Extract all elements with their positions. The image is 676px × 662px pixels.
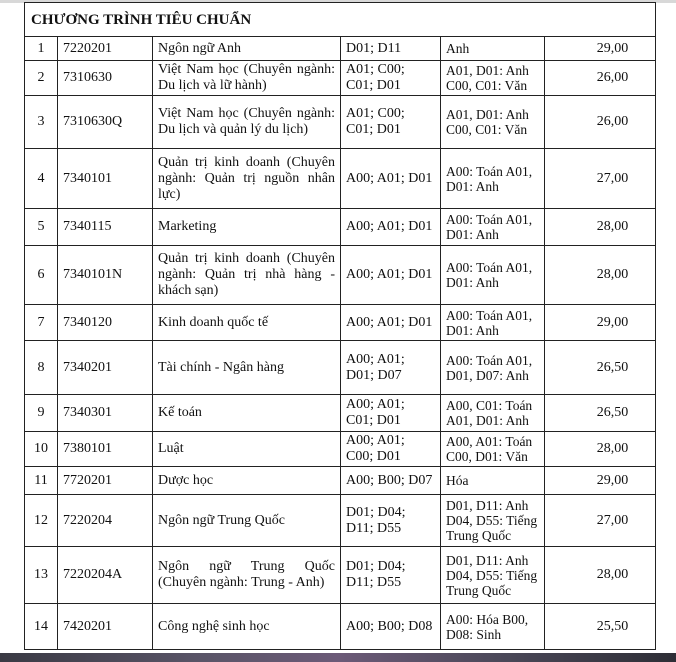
program-code: 7420201 [58, 604, 153, 650]
program-name: Luật [153, 432, 341, 467]
program-code: 7340120 [58, 305, 153, 341]
row-number: 3 [25, 96, 58, 149]
priority-subject: A00, A01: Toán C00, D01: Văn [441, 432, 545, 467]
program-code: 7340301 [58, 395, 153, 432]
table-row [25, 547, 656, 604]
subject-combinations: A00; B00; D08 [341, 604, 441, 650]
cutoff-score: 26,00 [545, 61, 656, 96]
subject-combinations: A01; C00; C01; D01 [341, 96, 441, 149]
priority-subject: A01, D01: Anh C00, C01: Văn [441, 96, 545, 149]
row-number: 13 [25, 547, 58, 604]
program-name: Dược học [153, 467, 341, 495]
cutoff-score: 28,00 [545, 246, 656, 305]
table-row [25, 604, 656, 650]
row-number: 8 [25, 341, 58, 395]
program-code: 7720201 [58, 467, 153, 495]
cutoff-score: 26,00 [545, 96, 656, 149]
program-name: Ngôn ngữ Trung Quốc (Chuyên ngành: Trung - Anh) [153, 547, 341, 604]
priority-subject: Anh [441, 37, 545, 61]
table-row [25, 209, 656, 246]
subject-combinations: A00; A01; C00; D01 [341, 432, 441, 467]
subject-combinations: A01; C00; C01; D01 [341, 61, 441, 96]
program-code: 7340115 [58, 209, 153, 246]
cutoff-score: 29,00 [545, 467, 656, 495]
priority-subject: D01, D11: Anh D04, D55: Tiếng Trung Quốc [441, 547, 545, 604]
subject-combinations: A00; A01; D01; D07 [341, 341, 441, 395]
subject-combinations: D01; D04; D11; D55 [341, 495, 441, 547]
table-row [25, 149, 656, 209]
program-name: Quản trị kinh doanh (Chuyên ngành: Quản trị nguồn nhân lực) [153, 149, 341, 209]
subject-combinations: A00; A01; D01 [341, 246, 441, 305]
cutoff-score: 27,00 [545, 495, 656, 547]
priority-subject: A00: Toán A01, D01: Anh [441, 305, 545, 341]
row-number: 11 [25, 467, 58, 495]
table-row [25, 432, 656, 467]
program-code: 7220201 [58, 37, 153, 61]
cutoff-score: 29,00 [545, 305, 656, 341]
cutoff-score: 27,00 [545, 149, 656, 209]
row-number: 7 [25, 305, 58, 341]
subject-combinations: D01; D04; D11; D55 [341, 547, 441, 604]
program-code: 7340201 [58, 341, 153, 395]
subject-combinations: A00; A01; C01; D01 [341, 395, 441, 432]
priority-subject: A00: Toán A01, D01: Anh [441, 246, 545, 305]
section-title-row [25, 3, 656, 37]
priority-subject: A00: Toán A01, D01: Anh [441, 209, 545, 246]
program-name: Việt Nam học (Chuyên ngành: Du lịch và quản lý du lịch) [153, 96, 341, 149]
row-number: 5 [25, 209, 58, 246]
program-name: Kế toán [153, 395, 341, 432]
cutoff-score: 28,00 [545, 432, 656, 467]
row-number: 10 [25, 432, 58, 467]
program-name: Ngôn ngữ Anh [153, 37, 341, 61]
subject-combinations: A00; B00; D07 [341, 467, 441, 495]
row-number: 2 [25, 61, 58, 96]
priority-subject: D01, D11: Anh D04, D55: Tiếng Trung Quốc [441, 495, 545, 547]
table-row [25, 37, 656, 61]
priority-subject: A00: Hóa B00, D08: Sinh [441, 604, 545, 650]
program-code: 7220204A [58, 547, 153, 604]
priority-subject: A01, D01: Anh C00, C01: Văn [441, 61, 545, 96]
priority-subject: A00, C01: Toán A01, D01: Anh [441, 395, 545, 432]
priority-subject: Hóa [441, 467, 545, 495]
priority-subject: A00: Toán A01, D01, D07: Anh [441, 341, 545, 395]
subject-combinations: A00; A01; D01 [341, 149, 441, 209]
program-name: Marketing [153, 209, 341, 246]
row-number: 1 [25, 37, 58, 61]
row-number: 6 [25, 246, 58, 305]
row-number: 14 [25, 604, 58, 650]
table-row [25, 395, 656, 432]
cutoff-score: 26,50 [545, 341, 656, 395]
subject-combinations: A00; A01; D01 [341, 305, 441, 341]
table-row [25, 96, 656, 149]
table-row [25, 341, 656, 395]
program-code: 7310630Q [58, 96, 153, 149]
program-code: 7340101N [58, 246, 153, 305]
program-code: 7380101 [58, 432, 153, 467]
program-name: Kinh doanh quốc tế [153, 305, 341, 341]
program-code: 7340101 [58, 149, 153, 209]
table-row [25, 305, 656, 341]
admission-scores-table [24, 2, 656, 650]
table-row [25, 467, 656, 495]
taskbar-strip [0, 653, 676, 662]
subject-combinations: A00; A01; D01 [341, 209, 441, 246]
row-number: 9 [25, 395, 58, 432]
program-name: Công nghệ sinh học [153, 604, 341, 650]
subject-combinations: D01; D11 [341, 37, 441, 61]
program-name: Việt Nam học (Chuyên ngành: Du lịch và lữ hành) [153, 61, 341, 96]
program-code: 7310630 [58, 61, 153, 96]
cutoff-score: 28,00 [545, 209, 656, 246]
row-number: 4 [25, 149, 58, 209]
priority-subject: A00: Toán A01, D01: Anh [441, 149, 545, 209]
row-number: 12 [25, 495, 58, 547]
cutoff-score: 29,00 [545, 37, 656, 61]
cutoff-score: 26,50 [545, 395, 656, 432]
cutoff-score: 28,00 [545, 547, 656, 604]
program-name: Tài chính - Ngân hàng [153, 341, 341, 395]
program-name: Quản trị kinh doanh (Chuyên ngành: Quản trị nhà hàng - khách sạn) [153, 246, 341, 305]
table-row [25, 246, 656, 305]
program-code: 7220204 [58, 495, 153, 547]
table-row [25, 61, 656, 96]
table-row [25, 495, 656, 547]
program-name: Ngôn ngữ Trung Quốc [153, 495, 341, 547]
section-title: CHƯƠNG TRÌNH TIÊU CHUẨN [25, 3, 656, 37]
cutoff-score: 25,50 [545, 604, 656, 650]
